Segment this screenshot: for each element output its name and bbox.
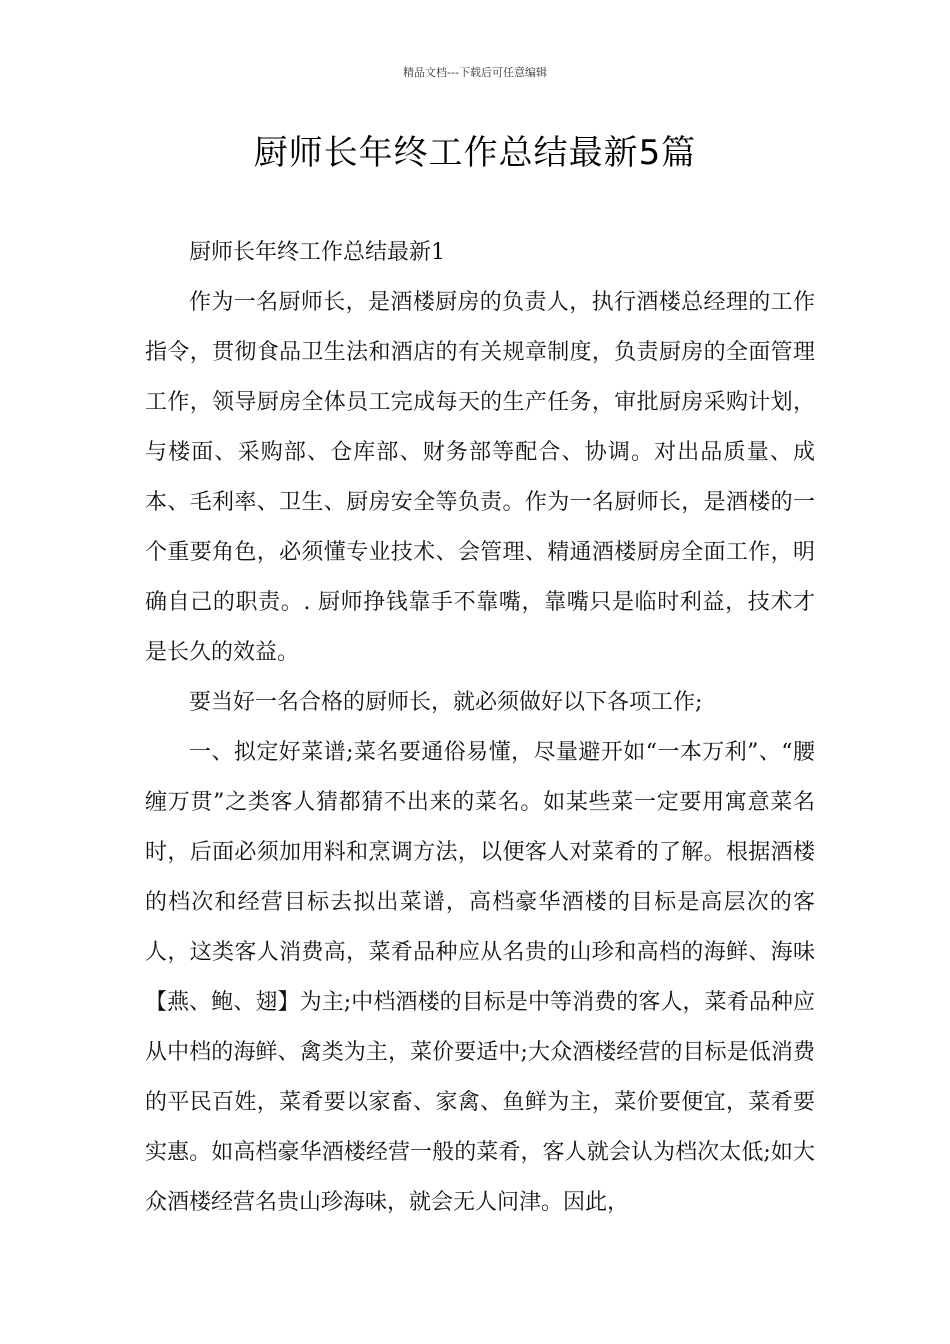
- section-heading: 厨师长年终工作总结最新1: [189, 240, 445, 265]
- body-paragraph: 作为一名厨师长，是酒楼厨房的负责人，执行酒楼总经理的工作指令，贯彻食品卫生法和酒店的有关规章制度，负责厨房的全面管理工作，领导厨房全体员工完成每天的生产任务，审批厨房采购计划，与楼面、采购部、仓库部、财务部等配合、协调。对出品质量、成本、毛利率、卫生、厨房安全等负责。作为一名厨师长，是酒楼的一个重要角色，必须懂专业技术、会管理、精通酒楼厨房全面工作，明确自己的职责。. 厨师挣钱靠手不靠嘴，靠嘴只是临时利益，技术才是长久的效益。: [145, 290, 815, 665]
- document-body: [145, 228, 815, 1228]
- body-paragraph: 要当好一名合格的厨师长，就必须做好以下各项工作;: [189, 690, 703, 715]
- body-paragraph: 一、拟定好菜谱;菜名要通俗易懂，尽量避开如“一本万利”、“腰缠万贯”之类客人猜都猜不出来的菜名。如某些菜一定要用寓意菜名时，后面必须加用料和烹调方法，以便客人对菜肴的了解。根据酒楼的档次和经营目标去拟出菜谱，高档豪华酒楼的目标是高层次的客人，这类客人消费高，菜肴品种应从名贵的山珍和高档的海鲜、海味【燕、鲍、翅】为主;中档酒楼的目标是中等消费的客人，菜肴品种应从中档的海鲜、禽类为主，菜价要适中;大众酒楼经营的目标是低消费的平民百姓，菜肴要以家畜、家禽、鱼鲜为主，菜价要便宜，菜肴要实惠。如高档豪华酒楼经营一般的菜肴，客人就会认为档次太低;如大众酒楼经营名贵山珍海味，就会无人问津。因此，: [145, 740, 815, 1215]
- document-title: 厨师长年终工作总结最新5篇: [253, 133, 697, 173]
- page-header-watermark: 精品文档---下载后可任意编辑: [403, 66, 547, 79]
